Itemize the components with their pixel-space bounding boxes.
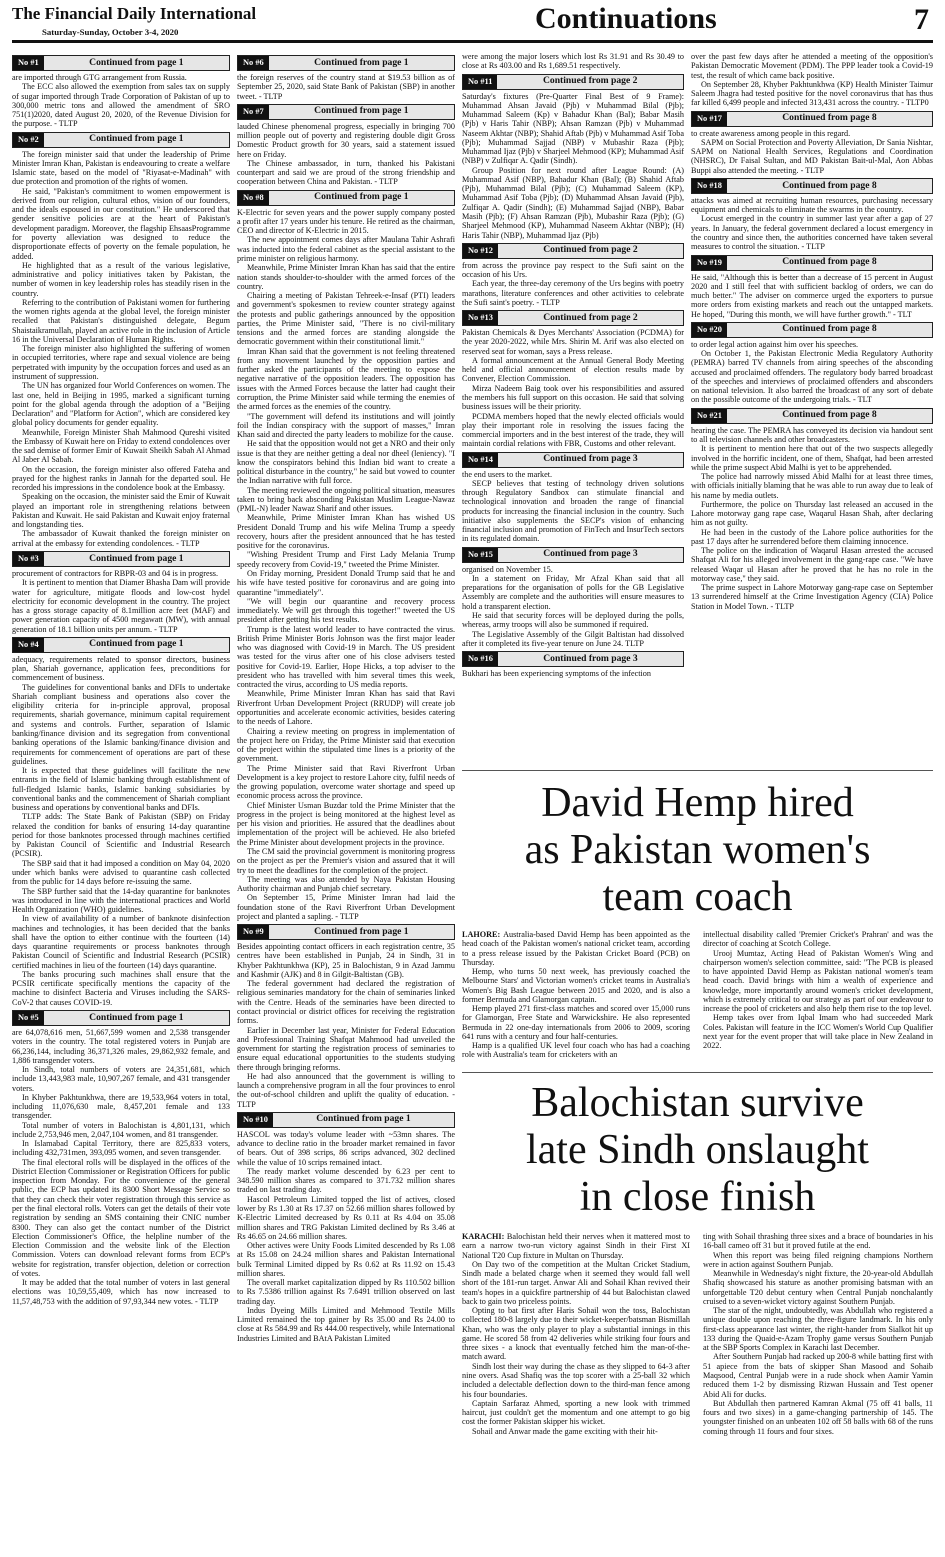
article-paragraph: to order legal action against him over his speeches.: [691, 339, 859, 349]
story-paragraph: Meanwhile in Wednesday's night fixture, the 20-year-old Abdullah Shafiq showcased his stature as another promising batsman with an unforgettable T20 debut century when Central Punjab nonchalantly cruised to a seven-wicket victory against Southern Punjab.: [703, 1269, 933, 1306]
continuation-header: [691, 255, 933, 271]
continuation-label: Continued from page 1: [316, 1113, 411, 1125]
continuation-number: No #16: [463, 652, 498, 666]
article-paragraph: are 64,078,616 men, 51,667,599 women and 2,538 transgender voters in the country. The total registered voters in Punjab are 66,236,144, including 36,371,326 males, 29,862,932 female, and 1,886 transgender voters.: [12, 1027, 230, 1065]
continuation-label: Continued from page 1: [314, 191, 409, 203]
article-paragraph: "We will begin our quarantine and recovery process immediately. We will get through this together!" tweeted the US president after getting his test results.: [237, 596, 455, 625]
newspaper-title: The Financial Daily International: [12, 4, 257, 23]
article-paragraph: The SBP said that it had imposed a condition on May 04, 2020 under which banks were advised to quarantine cash collected from the public for 14 days before re-issuing the same.: [12, 858, 230, 887]
story-column: [703, 1232, 933, 1552]
continuation-label: Continued from page 1: [314, 105, 409, 117]
masthead: [12, 0, 933, 46]
story-column: [462, 930, 690, 1065]
continuation-label: Continued from page 8: [782, 409, 877, 421]
continuation-label: Continued from page 3: [543, 548, 638, 560]
story-paragraph: intellectual disability called 'Premier Cricket's Prahran' and was the director of coaching at Scotch College.: [703, 930, 933, 949]
article-paragraph: PCDMA members hoped that the newly elected officials would play their important role in resolving the issues facing the commercial importers and in the best interest of the trade, they will maintain cordial relations with FBR, Customs and other relevant.: [462, 411, 684, 449]
story-column: [703, 930, 933, 1065]
continuation-number: No #8: [238, 191, 269, 205]
continuation-number: No #18: [692, 179, 727, 193]
article-paragraph: In Khyber Pakhtunkhwa, there are 19,533,964 voters in total, including 11,076,630 male, 8,457,201 female and 133 transgender.: [12, 1092, 230, 1121]
article-paragraph: He had been in the custody of the Lahore police authorities for the past 17 days after he surrendered before them claiming innocence.: [691, 527, 933, 546]
continuation-number: No #11: [463, 75, 497, 89]
article-paragraph: He said that security forces will be deployed during the polls, whereas, army troops will also be summoned if required.: [462, 611, 684, 630]
continuation-header: [462, 547, 684, 563]
continuation-label: Continued from page 8: [782, 112, 877, 124]
article-paragraph: Meanwhile, Foreign Minister Shah Mahmood Qureshi visited the Embassy of Kuwait here on Friday to extend condolences over the sad demise of former Emir of Kuwait Sheikh Sabah Al Ahmad Al Jaber Al Sabah.: [12, 427, 230, 465]
article-paragraph: The ready market volume descended by 6.23 per cent to 348.590 million shares as compared to 371.732 million shares traded on last trading day.: [237, 1166, 455, 1195]
article-paragraph: It is expected that these guidelines will facilitate the new entrants in the field of Islamic banking through establishment of full-fledged Islamic banks, Islamic banking subsidiaries by conventional banks and the commencement of Shariah compliant business and operations by conventional banks and DFIs.: [12, 766, 230, 813]
continuation-number: No #14: [463, 453, 498, 467]
continuation-header: [12, 637, 230, 653]
story-paragraph: But Abdullah then partnered Kamran Akmal (75 off 41 balls, 11 fours and two sixes) in a game-changing partnership of 145. The youngster finished on an unbeaten 102 off 58 balls with 68 of the runs coming through 11 fours and four sixes.: [703, 1398, 933, 1436]
continuation-header: [462, 74, 684, 90]
story-paragraph: Hamp is a qualified UK level four coach who has had a coaching role with Australia's team for cricketers with an: [462, 1041, 690, 1060]
article-paragraph: were among the major losers which lost Rs 31.91 and Rs 30.49 to close at Rs 403.00 and Rs 1,689.51 respectively.: [462, 52, 684, 71]
continuation-header: [12, 1010, 230, 1026]
article-paragraph: Imran Khan said that the government is not feeling threatened from any movement launched by the opposition parties and further asked the participants of the meeting to expose the negative narrative of the opposition leaders. The opposition has issues with the Armed Forces because the latter had caught their corruption, the Prime Minister said while terming the enemies of the armed forces as the enemies of the country.: [237, 346, 455, 412]
continuation-number: No #17: [692, 112, 727, 126]
article-paragraph: The ECC also allowed the exemption from sales tax on supply of sugar imported through Trade Corporation of Pakistan of up to 300,000 metric tons and allowed the amendment of SRO 751(1)2020, dated August 20, 2020, of the Revenue Division for the purpose. - TLTP: [12, 82, 230, 129]
story-text: Balochistan held their nerves when it mattered most to earn a narrow two-run victory against Sindh in their First XI National T20 Cup fixture in Multan on Thursday.: [462, 1232, 690, 1260]
masthead-rule: [12, 40, 933, 43]
article-paragraph: Furthermore, the police on Thursday last released an accused in the Lahore motorway gang rape case, Waqarul Hasan Shah, after declaring him as not guilty.: [691, 499, 933, 528]
continuation-header: [691, 178, 933, 194]
continuation-label: Continued from page 1: [89, 1011, 184, 1023]
continuation-number: No #21: [692, 409, 727, 423]
headline-line: as Pakistan women's: [524, 827, 871, 874]
article-paragraph: The SBP further said that the 14-day quarantine for banknotes was introduced in line with the international practices and World Health Organization (WHO) guidelines.: [12, 886, 230, 915]
story-headline: [462, 780, 933, 921]
page-number: 7: [914, 3, 929, 36]
continuation-label: Continued from page 3: [543, 453, 638, 465]
story-text: Australia-based David Hemp has been appointed as the head coach of the Pakistan women's national cricket team, according to a press release issued by the Pakistan Cricket Board (PCB) on Thursday.: [462, 930, 690, 967]
article-paragraph: HASCOL was today's volume leader with ~53mn shares. The advance to decline ratio in the broader market remained in favor of bears. Out of 398 scrips, 86 scrips advanced, 302 declined while the value of 10 scrips remained intact.: [237, 1129, 455, 1167]
article-paragraph: lauded Chinese phenomenal progress, especially in bringing 700 million people out of poverty and registering double digit Gross Domestic Product growth for 30 years, said a statement issued here on Friday.: [237, 121, 455, 159]
article-paragraph: He had also announced that the government is willing to launch a comprehensive program in all the four provinces to enrol the out-of-school children and uplift the quality of education. - TLTP: [237, 1071, 455, 1109]
article-paragraph: Referring to the contribution of Pakistani women for furthering the women rights agenda at the global level, the foreign minister recalled that Pakistan's distinguished delegate, Begum Shaistaikramullah, played an active role in the inclusion of Article 16 in the Universal Declaration of Human Rights.: [12, 297, 230, 344]
column-3: [462, 52, 684, 764]
continuation-number: No #1: [13, 56, 44, 70]
article-paragraph: hearing the case. The PEMRA has conveyed its decision via handout sent to all television channels and other broadcasters.: [691, 425, 933, 444]
continuation-label: Continued from page 8: [782, 323, 877, 335]
headline-line: late Sindh onslaught: [526, 1127, 869, 1174]
article-paragraph: The federal government had declared the registration of religious seminaries mandatory for the chain of seminaries linked with the Centre. Heads of the seminaries have been directed to contact provincial or district offices for receiving the registration forms.: [237, 979, 455, 1026]
dateline: LAHORE:: [462, 930, 504, 939]
article-paragraph: Saturday's fixtures (Pre-Quarter Final Best of 9 Frame): Muhammad Ahsan Javaid (Pjb) v Muhammad Bilal (Pjb); Muhammad Saleem (Kp) v Bahadur Khan (Bal); Babar Masih (Pjb) v Haris Tahir (NBP); Ahsan Ramzan (Pjb) v Muhammad Naseem Akhtar (NBP); Shahid Aftab (Pjb) v Muhammad Asif Toba (Pjb); Muhammad Sajjad (NBP) v Mubashir Raza (Pjb); Muhammad Ijaz (Pjb) v Sharjeel Mehmood (KP); Muhammad Asif (NBP) v Zulfiqar A. Qadir (Sindh).: [462, 91, 684, 166]
continuation-number: No #19: [692, 256, 727, 270]
continuation-number: No #5: [13, 1011, 44, 1025]
article-paragraph: Chairing a review meeting on progress in implementation of the project here on Friday, the Prime Minister said that execution of the project within the stipulated time lines is a priority of the government.: [237, 726, 455, 764]
article-paragraph: Hascol Petroleum Limited topped the list of actives, closed lower by Rs 1.30 at Rs 17.37 on 52.66 million shares followed by K-Electric Limited decreased by Rs 0.11 at Rs 4.04 on 35.08 million shares and TRG Pakistan Limited declined by Rs 3.46 at Rs 46.65 on 24.66 million shares.: [237, 1194, 455, 1241]
headline-line: Balochistan survive: [531, 1080, 864, 1126]
article-paragraph: The police had narrowly missed Abid Malhi for at least three times, with officials initially blaming that he was able to run away due to leak of his name by media outlets.: [691, 472, 933, 500]
continuation-header: [462, 651, 684, 667]
article-paragraph: "Wishing President Trump and First Lady Melania Trump speedy recovery from Covid-19," tweeted the Prime Minister.: [237, 550, 455, 569]
continuation-header: [691, 111, 933, 127]
continuation-number: No #12: [463, 244, 498, 258]
article-paragraph: In a statement on Friday, Mr Afzal Khan said that all preparations for the organisation of polls for the GB Legislative Assembly are complete and the authorities will ensure measures to hold a transparent election.: [462, 573, 684, 611]
continuation-label: Continued from page 1: [89, 133, 184, 145]
story-paragraph: Urooj Mumtaz, Acting Head of Pakistan Women's Wing and chairperson women's selection committee, said: "The PCB is pleased to have appointed David Hemp as Pakistan national women's team head coach. David brings with him a wealth of experience and knowledge, more importantly around women's cricket development, which is extremely critical to our strategy as part of our endeavour to increase the pool of cricketers and also help them rise to the top level.: [703, 948, 933, 1014]
article-paragraph: Indus Dyeing Mills Limited and Mehmood Textile Mills Limited remained the top gainer by Rs 35.00 and Rs 24.00 to close at Rs 584.99 and Rs 444.00 respectively, while International Industries Limited and BAtA Pakistan Limited: [237, 1305, 455, 1343]
story-paragraph: Sohail and Anwar made the game exciting with their hit-: [472, 1426, 658, 1436]
article-paragraph: SECP believes that testing of technology driven solutions through Regulatory Sandbox can stimulate financial and technological innovation and broaden the range of financial products for increasing the financial inclusion in the country. Such initiative also supplements the SECP's vision of enhancing financial inclusion and promotion of FinTech and InsurTech sectors in its regulated domain.: [462, 478, 684, 544]
article-paragraph: Group Position for next round after League Round: (A) Muhammad Asif (NBP), Bahadur Khan (Bal); (B) Shahid Aftab (Pjb), Muhammad Bilal (Pjb); (C) Muhammad Saleem (KP), Muhammad Asif Toba (Pjb); (D) Muhammad Ahsan Javaid (Pjb), Zulfiqar A. Qadir (Sindh); (E) Muhammad Sajjad (NBP), Babar Masih (Pjb); (F) Ahsan Ramzan (Pjb), Mubashir Raza (Pjb); (G) Sharjeel Mehmood (KP), Muhammad Naseem Akhtar (NBP); (H) Haris Tahir (NBP), Muhammad Ijaz (Pjb): [462, 165, 684, 240]
article-paragraph: The meeting was also attended by Naya Pakistan Housing Authority chairman and Punjab chief secretary.: [237, 874, 455, 894]
article-paragraph: Other actives were Unity Foods Limited descended by Rs 1.08 at Rs 15.08 on 24.24 million shares and Pakistan International bulk Terminal Limited dipped by Rs 0.62 at Rs 11.92 on 15.43 million shares.: [237, 1241, 455, 1278]
column-4: [691, 52, 933, 764]
article-paragraph: over the past few days after he attended a meeting of the opposition's Pakistan Democratic Movement (PDM). The PPP leader took a Covid-19 test, the result of which came back positive.: [691, 52, 933, 80]
continuation-label: Continued from page 1: [314, 925, 409, 937]
continuation-number: No #7: [238, 105, 269, 119]
continuation-header: [237, 190, 455, 206]
story-paragraph: After Southern Punjab had racked up 200-8 while batting first with 51 apiece from the bats of skipper Shan Masood and Sohaib Maqsood, Central Punjab were in a rude shock when Aamir Yamin reduced them 1-2 by dismissing Rizwan Hussain and Test opener Abid Ali for ducks.: [703, 1352, 933, 1399]
article-paragraph: He said that the opposition would not get a NRO and their only issue is that they are neither getting a deal nor dheel (leniency). "I know the conspirators behind this Indian bid want to create a political disturbance in the country," he said but vowed to counter the Indian narrative with full force.: [237, 439, 455, 486]
article-paragraph: The ambassador of Kuwait thanked the foreign minister on arrival at the embassy for extending condolences. - TLTP: [12, 529, 230, 548]
continuation-label: Continued from page 8: [782, 179, 877, 191]
continuation-number: No #4: [13, 638, 44, 652]
article-paragraph: The Legislative Assembly of the Gilgit Baltistan had dissolved after it completed its five-year tenure on June 24. TLTP: [462, 629, 684, 648]
article-paragraph: The prime suspect in Lahore Motorway gang-rape case on September 13 surrendered himself at the Crime Investigation Agency (CIA) Police Station in Model Town. - TLTP: [691, 583, 933, 611]
article-paragraph: Pakistan Chemicals & Dyes Merchants' Association (PCDMA) for the year 2020-2022, while Mrs. Shirin M. Arif was also elected on reserved seat for woman, says a Press release.: [462, 328, 684, 356]
continuation-header: [12, 55, 230, 71]
article-paragraph: The Chinese ambassador, in turn, thanked his Pakistani counterpart and said we are proud of the strong friendship and cooperation between China and Pakistan. - TLTP: [237, 158, 455, 187]
continuation-header: [12, 132, 230, 148]
article-paragraph: In view of availability of a number of banknote disinfection machines and technologies, it has been decided that the banks shall have the option to either continue with the fourteen (14) days quarantine requirements or process banknotes through Pakistan Council of Scientific and Industrial Research (PCSIR) certified machines in lieu of the fourteen (14) days quarantine.: [12, 914, 230, 970]
continuation-label: Continued from page 2: [543, 75, 638, 87]
article-paragraph: the foreign reserves of the country stand at $19.53 billion as of September 25, 2020, said State Bank of Pakistan (SBP) in another tweet. - TLTP: [237, 73, 455, 101]
article-paragraph: "The government will defend its institutions and will jointly foil the Indian conspiracy with the support of masses," Imran Khan said and directed the party leaders to mobilize for the cause.: [237, 411, 455, 440]
story-paragraph: Hemp, who turns 50 next week, has previously coached the Melbourne Stars' and Victorian women's cricket teams in Australia's Women's Big Bash League between 2015 and 2020, and is also a former Bermuda and Glamorgan captain.: [462, 967, 690, 1004]
article-paragraph: He highlighted that as a result of the various legislative, administrative and policy initiatives taken by Pakistan, the number of women in key leadership roles has steadily risen in the country.: [12, 260, 230, 298]
article-paragraph: Meanwhile, Prime Minister Imran Khan has said that Ravi Riverfront Urban Development Project (RRUDP) will create job opportunities and accelerate economic activities, besides catering to the needs of Lahore.: [237, 689, 455, 727]
article-paragraph: It may be added that the total number of voters in last general elections was 10,59,55,409, which has now increased to 11,57,48,753 with the addition of 97,93,344 new votes. - TLTP: [12, 1278, 230, 1306]
continuation-label: Continued from page 1: [89, 552, 184, 564]
article-paragraph: adequacy, requirements related to sponsor directors, business plan, Shariah governance, application fees, preconditions for commencement of business.: [12, 654, 230, 683]
story-headline: [462, 1080, 933, 1221]
article-paragraph: In Islamabad Capital Territory, there are 825,833 voters, including 432,731men, 393,095 women, and seven transgender.: [12, 1139, 230, 1158]
story-paragraph: ting with Sohail thrashing three sixes and a brace of boundaries in his 16-ball cameo off 31 but it proved futile at the end.: [703, 1232, 933, 1251]
dateline: KARACHI:: [462, 1232, 507, 1241]
article-paragraph: On October 1, the Pakistan Electronic Media Regulatory Authority (PEMRA) barred TV channels from airing speeches of the absconding accused and proclaimed offenders. The regulatory body barred broadcast of the speeches and interviews of proclaimed offenders and absconders on national television. It also barred the broadcast of any sort of debate on the possible outcome of the undergoing trials. - TLT: [691, 349, 933, 405]
story-paragraph: Hemp played 271 first-class matches and scored over 15,000 runs for Glamorgan, Free State and Warwickshire. He also represented Bermuda in 22 one-day internationals from 2006 to 2009, scoring 641 runs with a century and four half-centuries.: [462, 1004, 690, 1041]
article-paragraph: In Sindh, total numbers of voters are 24,351,681, which include 13,443,983 male, 10,907,267 female, and 431 transgender voters.: [12, 1065, 230, 1093]
article-paragraph: The foreign minister said that under the leadership of Prime Minister Imran Khan, Pakistan is endeavouring to create a welfare Islamic state, based on the model of "Riyasat-e-Madinah" with due protection and promotion of the rights of women.: [12, 149, 230, 187]
article-paragraph: procurement of contractors for RBPR-03 and 04 is in progress.: [12, 569, 219, 579]
article-paragraph: from across the province pay respect to the Sufi saint on the occasion of his Urs.: [462, 260, 684, 280]
article-paragraph: A formal announcement at the Annual General Body Meeting held and official announcement of election results made by Convener, Election Commission.: [462, 355, 684, 384]
article-paragraph: The final electoral rolls will be displayed in the offices of the District Election Commissioner or Registration Officers for public inspection from Monday. For the convenience of the general public, the ECP has updated its 8300 Short Message Service so that they can check their voter registration through this service as per the final electoral rolls. Voters can get the details of their vote registration by sending an SMS containing their CNIC number 8300. They can also get the contact number of the District Election Commissioner's Office, the helpline number of the Election Commission and the website link of the Election Commission. Voters can download relevant forms from ECP's website for registration, transfer objection, deletion or correction of votes.: [12, 1157, 230, 1278]
article-paragraph: The foreign minister also highlighted the suffering of women in occupied territories, where rape and sexual violence are being perpetrated with impunity by the occupation forces and used as an instrument of suppression.: [12, 344, 230, 381]
continuation-label: Continued from page 1: [314, 56, 409, 68]
article-paragraph: K-Electric for seven years and the power supply company posted a profit after 17 years under his tenure. He retired as the chairman, CEO and director of K-Electric in 2015.: [237, 207, 455, 236]
story-paragraph: Captain Sarfaraz Ahmed, sporting a new look with trimmed haircut, just couldn't get the momentum and one attempt to go big cost the former Pakistan skipper his wicket.: [462, 1398, 690, 1427]
story-paragraph: When this report was being filed reigning champions Northern were in action against Southern Punjab.: [703, 1250, 933, 1269]
continuation-header: [691, 408, 933, 424]
continuation-label: Continued from page 2: [543, 311, 638, 323]
story-paragraph: On Day two of the competition at the Multan Cricket Stadium, Sindh made a belated charge when it seemed they would fall well short of the 181-run target. Anwar Ali and Sohail Khan revived their team's hopes in a quickfire partnership of 44 but Balochistan clawed back to gain two priceless points.: [462, 1259, 690, 1306]
story-paragraph: [462, 1232, 690, 1260]
continuation-header: [237, 104, 455, 120]
continuation-number: No #3: [13, 552, 44, 566]
continuation-header: [12, 551, 230, 567]
article-paragraph: On the occasion, the foreign minister also offered Fateha and prayed for the highest ranks in Jannah for the departed soul. He recorded his impressions in the condolence book at the Embassy.: [12, 464, 230, 493]
story-column: [462, 1232, 690, 1552]
article-paragraph: The CM said the provincial government is monitoring progress on the project as per the Premier's vision and assured that it will try to meet the deadlines for the completion of the project.: [237, 846, 455, 875]
continuation-label: Continued from page 2: [543, 244, 638, 256]
article-paragraph: Trump is the latest world leader to have contracted the virus. British Prime Minister Boris Johnson was the first major leader who was diagnosed with Covid-19 in March. The US president was tested for the virus after one of his close advisers tested positive for Covid-19. Earlier, Hope Hicks, a top adviser to the president who has travelled with him several times this week, contracted the virus, according to US media reports.: [237, 624, 455, 690]
continuation-number: No #20: [692, 323, 727, 337]
continuation-number: No #10: [238, 1113, 273, 1127]
article-paragraph: Earlier in December last year, Minister for Federal Education and Professional Training Shafqat Mahmood had unveiled the government for starting the registration process of seminaries to ensure equal educational opportunities to the students studying there through bringing reforms.: [237, 1025, 455, 1072]
continuation-label: Continued from page 8: [782, 256, 877, 268]
article-paragraph: The guidelines for conventional banks and DFIs to undertake Shariah compliant business and operations also cover the eligibility criteria for in-principle approval, proposal requirements, shariah governance, minimum capital requirement and systems and controls. Further, separation of Islamic banking/finance division and its segregation from conventional banking operations of the Islamic banking/finance division and requirements for commencement of operations are part of these guidelines.: [12, 682, 230, 766]
column-2: [237, 52, 455, 1552]
article-paragraph: It is pertinent to mention here that out of the two suspects allegedly involved in the horrific incident, one of them, Shafqat, had been arrested while the prime suspect Abid Malhi is yet to be apprehended.: [691, 444, 933, 472]
story-paragraph: Opting to bat first after Haris Sohail won the toss, Balochistan collected 180-8 largely due to their wicket-keeper/batsman Bismillah Khan, who was the only player to play a substantial innings in this game. He scored 58 from 42 deliveries while striking four fours and three sixes - a knock that eventually fetched him the man-of-the-match award.: [462, 1306, 690, 1362]
article-paragraph: organised on November 15.: [462, 564, 553, 574]
article-paragraph: Meanwhile, Prime Minister Imran Khan has wished US President Donald Trump and his wife Melina Trump a speedy recovery, hours after the president announced that he has tested positive for the coronavirus.: [237, 513, 455, 551]
continuation-header: [237, 924, 455, 940]
section-title: Continuations: [535, 2, 717, 35]
continuation-header: [237, 55, 455, 71]
article-paragraph: The new appointment comes days after Maulana Tahir Ashrafi was inducted into the federal cabinet as the special assistant to the prime minister on religious harmony.: [237, 235, 455, 263]
continuation-header: [462, 310, 684, 326]
article-paragraph: Meanwhile, Prime Minister Imran Khan has said that the entire nation stands shoulder-to-shoulder with the armed forces of the country.: [237, 263, 455, 291]
column-1: [12, 52, 230, 1552]
article-paragraph: are imported through GTG arrangement from Russia.: [12, 73, 187, 82]
continuation-label: Continued from page 3: [543, 652, 638, 664]
article-paragraph: Bukhari has been experiencing symptoms of the infection: [462, 669, 651, 679]
continuation-number: No #2: [13, 133, 44, 147]
story-paragraph: The star of the night, undoubtedly, was Abdullah who registered a unique double upon reaching the three-figure landmark. In his only first-class appearance last winter, the right-hander from Sialkot hit up 133 during the Quaid-e-Azam Trophy game versus Southern Punjab at the SBP Sports Complex in Karachi last December.: [703, 1306, 933, 1353]
article-paragraph: TLTP adds: The State Bank of Pakistan (SBP) on Friday relaxed the condition for banks of ensuring 14-day quarantine period for those banknotes processed through machines certified by Pakistan Council of Scientific and Industrial Research (PCSIR).: [12, 812, 230, 859]
article-paragraph: The Prime Minister said that Ravi Riverfront Urban Development is a key project to restore Lahore city, fulfil needs of the growing population, overcome water shortage and speed up economic process across the province.: [237, 763, 455, 801]
article-paragraph: Chairing a meeting of Pakistan Tehreek-e-Insaf (PTI) leaders and government's spokesmen to review counter strategy against the protests and public gatherings announced by the opposition parties, the Prime Minister said, "There is no civil-military tensions and the armed forces are standing alongside the democratic government within their constitutional limit.": [237, 291, 455, 347]
continuation-header: [462, 243, 684, 259]
article-paragraph: On Friday morning, President Donald Trump said that he and his wife have tested positive for coronavirus and are going into quarantine "immediately".: [237, 569, 455, 597]
article-paragraph: to create awareness among people in this regard.: [691, 128, 851, 138]
article-paragraph: The police on the indication of Waqarul Hasan arrested the accused Shafqat Ali for his alleged involvement in the gang-rape case. "We have released Waqar ul Hasan after he proved that he has no role in the motorway case," they said.: [691, 546, 933, 583]
article-paragraph: The banks procuring such machines shall ensure that the PCSIR certificate specifically mentions the capacity of the machine to disinfect Bacteria and Viruses including the SARS-CoV-2 that causes COVID-19.: [12, 969, 230, 1007]
article-paragraph: Besides appointing contact officers in each registration centre, 35 centres have been established in Punjab, 24 in Sindh, 31 in Khyber Pakhtunkhwa (KP), 25 in Balochistan, 9 in Azad Jammu and Kashmir (AJK) and 8 in Gilgit-Baltistan (GB).: [237, 942, 455, 979]
story-divider: [462, 770, 933, 771]
story-paragraph: [462, 930, 690, 967]
continuation-label: Continued from page 1: [89, 56, 184, 68]
continuation-header: [237, 1112, 455, 1128]
story-paragraph: Sindh lost their way during the chase as they slipped to 64-3 after nine overs. Asad Shafiq was the top scorer with a 25-ball 32 which included a delectable deflection down to the third-man fence among his four boundaries.: [462, 1361, 690, 1399]
article-paragraph: Chief Minister Usman Buzdar told the Prime Minister that the progress in the project is being monitored at the highest level as per his vision and priorities. He assured that the deadlines about implementation of the project will be achieved. He also briefed the Prime Minister about development projects in the province.: [237, 800, 455, 847]
continuation-number: No #6: [238, 56, 269, 70]
article-paragraph: On September 28, Khyber Pakhtunkhwa (KP) Health Minister Taimur Saleem Jhagra had tested positive for the novel coronavirus that has thus far killed 6,499 people and infected 313,431 across the country. - TLTP0: [691, 79, 933, 108]
article-paragraph: Speaking on the occasion, the minister said the Emir of Kuwait played an important role in strengthening relations between Pakistan and Kuwait. He said Pakistan and Kuwait enjoy fraternal and longstanding ties.: [12, 492, 230, 530]
story-divider: [462, 1072, 933, 1073]
article-paragraph: On September 15, Prime Minister Imran had laid the foundation stone of the Ravi Riverfront Urban Development project and planted a sapling. - TLTP: [237, 893, 455, 921]
continuation-label: Continued from page 1: [89, 638, 184, 650]
headline-line: David Hemp hired: [541, 780, 854, 826]
continuation-number: No #15: [463, 548, 498, 562]
story-paragraph: Hemp takes over from Iqbal Imam who had succeeded Mark Coles. Pakistan will feature in the ICC Women's World Cup Qualifier next year for the event proper that will take place in New Zealand in 2022.: [703, 1013, 933, 1051]
article-paragraph: It is pertinent to mention that Diamer Bhasha Dam will provide water for agriculture, mitigate floods and low-cost hydel electricity for economic development in the country. The project has a gross storage capacity of 8.1million acre feet (MAF) and power generation capacity of 4500 megawatt (MW), with annual generation of 18.1 billion units per annum. - TLTP: [12, 578, 230, 634]
article-paragraph: The meeting reviewed the ongoing political situation, measures taken to bring back absconding Pakistan Muslim League-Nawaz (PML-N) leader Nawaz Sharif and other issues.: [237, 485, 455, 514]
article-paragraph: He said, "Pakistan's commitment to women empowerment is derived from our religion, cultural ethos, vision of our founders, and the ideals espoused in our constitution." He underscored that gender sensitive policies are at the heart of Pakistan's development paradigm. Moreover, the flagship EhsaasProgramme for poverty alleviation was designed to reduce the disproportionate effects of poverty on the female population, he added.: [12, 186, 230, 261]
article-paragraph: The UN has organized four World Conferences on women. The last one, held in Beijing in 1995, marked a significant turning point for the global agenda through the adoption of a "Beijing Declaration" and "Platform for Action", which are considered key global policy documents for gender equality.: [12, 381, 230, 428]
headline-line: team coach: [602, 874, 793, 921]
headline-line: in close finish: [579, 1174, 816, 1221]
continuation-header: [462, 452, 684, 468]
article-paragraph: Locust emerged in the country in summer last year after a gap of 27 years. In January, the federal government declared a locust emergency in the country and since then, the authorities concerned have taken several measures to control the situation. - TLTP: [691, 214, 933, 252]
continuation-header: [691, 322, 933, 338]
article-paragraph: The overall market capitalization dipped by Rs 110.502 billion to Rs 7.5386 trillion against Rs 7.6491 trillion observed on last trading day.: [237, 1278, 455, 1306]
article-paragraph: Total number of voters in Balochistan is 4,801,131, which include 2,753,946 men, 2,047,104 women, and 81 transgender.: [12, 1120, 230, 1139]
article-paragraph: Mirza Nadeem Baig took over his responsibilities and assured the members his full support on this occasion. He said that solving business issues will be their priority.: [462, 383, 684, 412]
issue-date: Saturday-Sunday, October 3-4, 2020: [42, 27, 179, 37]
article-paragraph: SAPM on Social Protection and Poverty Alleviation, Dr Sania Nishtar, SAPM on National Health Services, Regulations and Coordination (NHSRC), Dr Faisal Sultan, and MD Pakistan Bait-ul-Mal, Aon Abbas Buppi also attended the meeting. - TLTP: [691, 137, 933, 175]
continuation-number: No #9: [238, 925, 269, 939]
article-paragraph: Each year, the three-day ceremony of the Urs begins with poetry marathons, literature conferences and other activities to celebrate the Sufi saint's poetry. - TLTP: [462, 279, 684, 307]
article-paragraph: attacks was aimed at recruiting human resources, purchasing necessary equipment and chemicals to eliminate the swarms in the country.: [691, 195, 933, 215]
article-paragraph: He said, "Although this is better than a decrease of 15 percent in August 2020 and I still feel that with sufficient backlog of orders, we can do much better." The adviser on commerce urged the exporters to pursue more orders from existing markets and reach out the untapped markets. He hoped, "During this month, we will have further growth." - TLT: [691, 272, 933, 319]
article-paragraph: the end users to the market.: [462, 469, 553, 479]
continuation-number: No #13: [463, 311, 498, 325]
